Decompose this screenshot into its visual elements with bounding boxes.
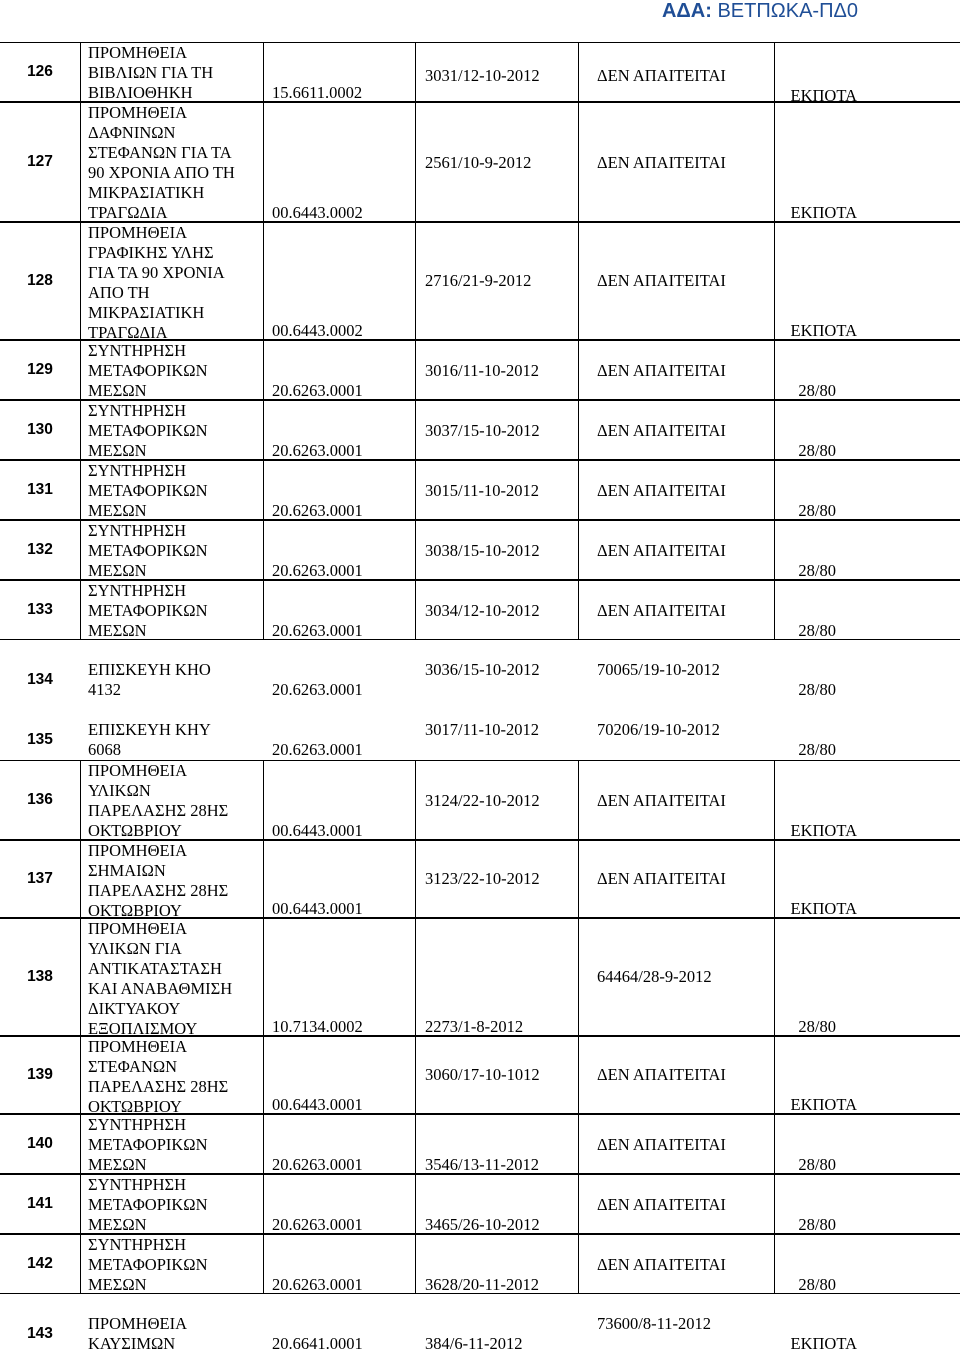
protocol-number: 3016/11-10-2012	[425, 361, 539, 380]
approval-ref: ΔΕΝ ΑΠΑΙΤΕΙΤΑΙ	[597, 791, 726, 810]
description-line: ΑΝΤΙΚΑΤΑΣΤΑΣΗ	[88, 959, 222, 978]
description-line: ΜΕΣΩΝ	[88, 441, 147, 460]
column-divider	[415, 841, 416, 917]
amount-cell: ΕΚΠΟΤΑ	[790, 899, 857, 918]
column-divider	[415, 43, 416, 101]
column-divider	[415, 103, 416, 221]
row-description	[88, 660, 268, 700]
protocol-number: 3546/13-11-2012	[425, 1155, 539, 1174]
amount-cell: 28/80	[798, 1275, 836, 1294]
description-line: ΒΙΒΛΙΟΘΗΚΗ	[88, 83, 193, 102]
description-line: ΜΕΣΩΝ	[88, 1155, 147, 1174]
row-number: 142	[27, 1255, 53, 1272]
column-divider	[578, 1115, 579, 1173]
column-divider	[774, 841, 775, 917]
amount-cell: ΕΚΠΟΤΑ	[790, 1334, 857, 1353]
column-divider	[578, 401, 579, 459]
description-line: ΣΥΝΤΗΡΗΣΗ	[88, 401, 187, 420]
amount-cell: 28/80	[798, 1215, 836, 1234]
description-line: ΠΑΡΕΛΑΣΗΣ 28ΗΣ	[88, 1077, 229, 1096]
protocol-number: 3036/15-10-2012	[425, 660, 540, 679]
description-line: ΒΙΒΛΙΩΝ ΓΙΑ ΤΗ	[88, 63, 214, 82]
approval-ref: ΔΕΝ ΑΠΑΙΤΕΙΤΑΙ	[597, 601, 726, 620]
protocol-number: 384/6-11-2012	[425, 1334, 523, 1353]
column-divider	[578, 43, 579, 101]
column-divider	[578, 581, 579, 639]
description-line: ΠΡΟΜΗΘΕΙΑ	[88, 223, 187, 242]
row-description	[88, 521, 268, 581]
approval-ref: 70065/19-10-2012	[597, 660, 720, 679]
table-row	[0, 222, 960, 340]
column-divider	[415, 1175, 416, 1233]
column-divider	[415, 1115, 416, 1173]
column-divider	[774, 919, 775, 1035]
column-divider	[415, 761, 416, 839]
amount-cell: ΕΚΠΟΤΑ	[790, 321, 857, 340]
row-description	[88, 919, 268, 1039]
description-line: ΟΚΤΩΒΡΙΟΥ	[88, 821, 182, 840]
approval-ref: ΔΕΝ ΑΠΑΙΤΕΙΤΑΙ	[597, 869, 726, 888]
account-code: 20.6263.0001	[272, 501, 363, 520]
row-number: 135	[27, 731, 53, 748]
description-line: ΠΡΟΜΗΘΕΙΑ	[88, 1037, 187, 1056]
description-line: ΚΑΥΣΙΜΩΝ	[88, 1334, 176, 1353]
description-line: ΥΛΙΚΩΝ ΓΙΑ	[88, 939, 182, 958]
amount-cell: ΕΚΠΟΤΑ	[790, 1095, 857, 1114]
table-row	[0, 400, 960, 460]
account-code: 20.6263.0001	[272, 1275, 363, 1294]
column-divider	[578, 1175, 579, 1233]
column-divider	[80, 1115, 81, 1173]
row-number: 126	[27, 63, 53, 80]
column-divider	[80, 341, 81, 399]
row-description	[88, 1235, 268, 1295]
table-row	[0, 840, 960, 918]
description-line: ΠΡΟΜΗΘΕΙΑ	[88, 43, 187, 62]
description-line: ΠΡΟΜΗΘΕΙΑ	[88, 841, 187, 860]
account-code: 10.7134.0002	[272, 1017, 363, 1036]
description-line: 90 ΧΡΟΝΙΑ ΑΠΟ ΤΗ	[88, 163, 235, 182]
protocol-number: 3124/22-10-2012	[425, 791, 540, 810]
row-number: 131	[27, 481, 53, 498]
column-divider	[80, 761, 81, 839]
row-description	[88, 841, 268, 921]
column-divider	[578, 461, 579, 519]
description-line: ΜΙΚΡΑΣΙΑΤΙΚΗ	[88, 303, 205, 322]
description-line: ΣΗΜΑΙΩΝ	[88, 861, 166, 880]
approval-ref: ΔΕΝ ΑΠΑΙΤΕΙΤΑΙ	[597, 361, 726, 380]
description-line: ΜΕΤΑΦΟΡΙΚΩΝ	[88, 421, 208, 440]
protocol-number: 3628/20-11-2012	[425, 1275, 539, 1294]
row-number: 134	[27, 671, 53, 688]
protocol-number: 3015/11-10-2012	[425, 481, 539, 500]
account-code: 20.6263.0001	[272, 1215, 363, 1234]
row-number: 137	[27, 870, 53, 887]
row-number: 129	[27, 361, 53, 378]
table-row	[0, 1174, 960, 1234]
description-line: ΔΑΦΝΙΝΩΝ	[88, 123, 176, 142]
column-divider	[774, 1235, 775, 1293]
column-divider	[578, 841, 579, 917]
account-code: 15.6611.0002	[272, 83, 363, 102]
row-number: 139	[27, 1066, 53, 1083]
description-line: ΜΕΤΑΦΟΡΙΚΩΝ	[88, 1195, 208, 1214]
ada-value: ΒΕΤΠΩΚΑ-ΠΔ0	[717, 0, 858, 22]
row-description	[88, 581, 268, 641]
description-line: ΠΑΡΕΛΑΣΗΣ 28ΗΣ	[88, 881, 229, 900]
protocol-number: 3038/15-10-2012	[425, 541, 540, 560]
column-divider	[774, 401, 775, 459]
row-description	[88, 1037, 268, 1117]
row-number: 136	[27, 791, 53, 808]
table-row	[0, 1234, 960, 1294]
row-number: 140	[27, 1135, 53, 1152]
description-line: ΣΥΝΤΗΡΗΣΗ	[88, 341, 187, 360]
table-row	[0, 760, 960, 840]
account-code: 20.6641.0001	[272, 1334, 363, 1353]
description-line: ΠΑΡΕΛΑΣΗΣ 28ΗΣ	[88, 801, 229, 820]
account-code: 20.6263.0001	[272, 441, 363, 460]
row-description	[88, 761, 268, 841]
column-divider	[774, 43, 775, 101]
description-line: ΜΕΣΩΝ	[88, 1215, 147, 1234]
description-line: ΤΡΑΓΩΔΙΑ	[88, 323, 168, 342]
column-divider	[578, 761, 579, 839]
account-code: 00.6443.0002	[272, 321, 363, 340]
column-divider	[415, 341, 416, 399]
description-line: ΔΙΚΤΥΑΚΟΥ	[88, 999, 181, 1018]
description-line: ΜΕΣΩΝ	[88, 1275, 147, 1294]
column-divider	[578, 1037, 579, 1113]
description-line: ΜΕΤΑΦΟΡΙΚΩΝ	[88, 1135, 208, 1154]
column-divider	[774, 761, 775, 839]
column-divider	[774, 1175, 775, 1233]
column-divider	[774, 521, 775, 579]
table-row	[0, 340, 960, 400]
protocol-number: 3034/12-10-2012	[425, 601, 540, 620]
column-divider	[415, 521, 416, 579]
amount-cell: 28/80	[798, 501, 836, 520]
column-divider	[80, 103, 81, 221]
amount-cell: 28/80	[798, 561, 836, 580]
amount-cell: 28/80	[798, 740, 836, 759]
column-divider	[774, 1115, 775, 1173]
description-line: ΜΕΤΑΦΟΡΙΚΩΝ	[88, 361, 208, 380]
table-row	[0, 102, 960, 222]
amount-cell: 28/80	[798, 441, 836, 460]
description-line: 6068	[88, 740, 121, 759]
account-code: 00.6443.0001	[272, 899, 363, 918]
column-divider	[774, 341, 775, 399]
column-divider	[578, 919, 579, 1035]
protocol-number: 3465/26-10-2012	[425, 1215, 540, 1234]
table-row	[0, 460, 960, 520]
table-row	[0, 1314, 960, 1354]
description-line: ΣΤΕΦΑΝΩΝ	[88, 1057, 178, 1076]
column-divider	[415, 1235, 416, 1293]
approval-ref: ΔΕΝ ΑΠΑΙΤΕΙΤΑΙ	[597, 1135, 726, 1154]
column-divider	[774, 461, 775, 519]
account-code: 20.6263.0001	[272, 1155, 363, 1174]
approval-ref: ΔΕΝ ΑΠΑΙΤΕΙΤΑΙ	[597, 1255, 726, 1274]
approval-ref: 70206/19-10-2012	[597, 720, 720, 739]
approval-ref: 64464/28-9-2012	[597, 967, 712, 986]
description-line: ΥΛΙΚΩΝ	[88, 781, 151, 800]
description-line: ΣΥΝΤΗΡΗΣΗ	[88, 1175, 187, 1194]
row-description	[88, 401, 268, 461]
row-description	[88, 1314, 268, 1354]
column-divider	[80, 461, 81, 519]
description-line: ΕΠΙΣΚΕΥΗ ΚΗΟ	[88, 660, 211, 679]
amount-cell: 28/80	[798, 1155, 836, 1174]
row-description	[88, 1175, 268, 1235]
amount-cell: 28/80	[798, 621, 836, 640]
table-row	[0, 1036, 960, 1114]
account-code: 20.6263.0001	[272, 561, 363, 580]
approval-ref: ΔΕΝ ΑΠΑΙΤΕΙΤΑΙ	[597, 271, 726, 290]
column-divider	[415, 401, 416, 459]
ada-label: ΑΔΑ:	[661, 0, 712, 22]
description-line: ΜΕΣΩΝ	[88, 501, 147, 520]
column-divider	[578, 341, 579, 399]
column-divider	[80, 401, 81, 459]
description-line: ΕΞΟΠΛΙΣΜΟΥ	[88, 1019, 198, 1038]
table-row	[0, 918, 960, 1036]
column-divider	[80, 43, 81, 101]
protocol-number: 3123/22-10-2012	[425, 869, 540, 888]
description-line: ΣΥΝΤΗΡΗΣΗ	[88, 461, 187, 480]
column-divider	[80, 1037, 81, 1113]
description-line: ΜΕΣΩΝ	[88, 561, 147, 580]
column-divider	[80, 841, 81, 917]
column-divider	[80, 1175, 81, 1233]
amount-cell: ΕΚΠΟΤΑ	[790, 821, 857, 840]
row-description	[88, 1115, 268, 1175]
description-line: ΠΡΟΜΗΘΕΙΑ	[88, 761, 187, 780]
protocol-number: 3037/15-10-2012	[425, 421, 540, 440]
approval-ref: ΔΕΝ ΑΠΑΙΤΕΙΤΑΙ	[597, 421, 726, 440]
amount-cell: 28/80	[798, 381, 836, 400]
account-code: 00.6443.0001	[272, 1095, 363, 1114]
approval-ref: ΔΕΝ ΑΠΑΙΤΕΙΤΑΙ	[597, 153, 726, 172]
row-number: 133	[27, 601, 53, 618]
row-number: 130	[27, 421, 53, 438]
account-code: 20.6263.0001	[272, 621, 363, 640]
column-divider	[578, 103, 579, 221]
description-line: ΣΥΝΤΗΡΗΣΗ	[88, 1235, 187, 1254]
account-code: 00.6443.0002	[272, 203, 363, 222]
row-number: 127	[27, 153, 53, 170]
amount-cell: 28/80	[798, 1017, 836, 1036]
description-line: ΜΕΤΑΦΟΡΙΚΩΝ	[88, 541, 208, 560]
table-row	[0, 1114, 960, 1174]
column-divider	[80, 521, 81, 579]
description-line: ΜΙΚΡΑΣΙΑΤΙΚΗ	[88, 183, 205, 202]
description-line: ΣΥΝΤΗΡΗΣΗ	[88, 1115, 187, 1134]
table-row	[0, 520, 960, 580]
column-divider	[80, 581, 81, 639]
description-line: ΓΡΑΦΙΚΗΣ ΥΛΗΣ	[88, 243, 214, 262]
description-line: ΠΡΟΜΗΘΕΙΑ	[88, 919, 187, 938]
row-number: 141	[27, 1195, 53, 1212]
column-divider	[774, 223, 775, 339]
table-row	[0, 720, 960, 760]
protocol-number: 3060/17-10-1012	[425, 1065, 540, 1084]
approval-ref: ΔΕΝ ΑΠΑΙΤΕΙΤΑΙ	[597, 481, 726, 500]
description-line: ΓΙΑ ΤΑ 90 ΧΡΟΝΙΑ	[88, 263, 225, 282]
description-line: ΜΕΣΩΝ	[88, 381, 147, 400]
column-divider	[80, 223, 81, 339]
approval-ref: ΔΕΝ ΑΠΑΙΤΕΙΤΑΙ	[597, 1195, 726, 1214]
approval-ref: ΔΕΝ ΑΠΑΙΤΕΙΤΑΙ	[597, 66, 726, 85]
description-line: ΤΡΑΓΩΔΙΑ	[88, 203, 168, 222]
row-number: 132	[27, 541, 53, 558]
column-divider	[578, 521, 579, 579]
description-line: ΕΠΙΣΚΕΥΗ ΚΗΥ	[88, 720, 211, 739]
protocol-number: 3031/12-10-2012	[425, 66, 540, 85]
column-divider	[80, 1235, 81, 1293]
row-number: 128	[27, 272, 53, 289]
column-divider	[80, 919, 81, 1035]
description-line: ΚΑΙ ΑΝΑΒΑΘΜΙΣΗ	[88, 979, 233, 998]
description-line: ΟΚΤΩΒΡΙΟΥ	[88, 901, 182, 920]
row-number: 138	[27, 968, 53, 985]
protocol-number: 3017/11-10-2012	[425, 720, 539, 739]
protocol-number: 2561/10-9-2012	[425, 153, 532, 172]
description-line: ΣΥΝΤΗΡΗΣΗ	[88, 521, 187, 540]
row-number: 143	[27, 1325, 53, 1342]
column-divider	[415, 581, 416, 639]
protocol-number: 2716/21-9-2012	[425, 271, 532, 290]
column-divider	[415, 1037, 416, 1113]
row-description	[88, 103, 268, 223]
description-line: ΠΡΟΜΗΘΕΙΑ	[88, 103, 187, 122]
description-line: ΜΕΤΑΦΟΡΙΚΩΝ	[88, 601, 208, 620]
description-line: ΟΚΤΩΒΡΙΟΥ	[88, 1097, 182, 1116]
column-divider	[415, 461, 416, 519]
table-row	[0, 660, 960, 700]
amount-cell: ΕΚΠΟΤΑ	[790, 86, 857, 105]
amount-cell: ΕΚΠΟΤΑ	[790, 203, 857, 222]
row-description	[88, 720, 268, 760]
account-code: 20.6263.0001	[272, 381, 363, 400]
approval-ref: ΔΕΝ ΑΠΑΙΤΕΙΤΑΙ	[597, 1065, 726, 1084]
column-divider	[578, 1235, 579, 1293]
protocol-number: 2273/1-8-2012	[425, 1017, 524, 1036]
column-divider	[578, 223, 579, 339]
row-description	[88, 461, 268, 521]
description-line: ΑΠΟ ΤΗ	[88, 283, 150, 302]
column-divider	[774, 581, 775, 639]
approval-ref: 73600/8-11-2012	[597, 1314, 711, 1333]
description-line: 4132	[88, 680, 121, 699]
approval-ref: ΔΕΝ ΑΠΑΙΤΕΙΤΑΙ	[597, 541, 726, 560]
account-code: 00.6443.0001	[272, 821, 363, 840]
description-line: ΜΕΤΑΦΟΡΙΚΩΝ	[88, 481, 208, 500]
account-code: 20.6263.0001	[272, 680, 363, 699]
description-line: ΠΡΟΜΗΘΕΙΑ	[88, 1314, 187, 1333]
row-description	[88, 341, 268, 401]
column-divider	[774, 1037, 775, 1113]
column-divider	[415, 919, 416, 1035]
table-row	[0, 42, 960, 105]
description-line: ΜΕΣΩΝ	[88, 621, 147, 640]
account-code: 20.6263.0001	[272, 740, 363, 759]
description-line: ΣΤΕΦΑΝΩΝ ΓΙΑ ΤΑ	[88, 143, 232, 162]
row-description	[88, 43, 268, 103]
column-divider	[415, 223, 416, 339]
row-description	[88, 223, 268, 343]
column-divider	[774, 103, 775, 221]
description-line: ΜΕΤΑΦΟΡΙΚΩΝ	[88, 1255, 208, 1274]
description-line: ΣΥΝΤΗΡΗΣΗ	[88, 581, 187, 600]
table-row	[0, 580, 960, 640]
amount-cell: 28/80	[798, 680, 836, 699]
